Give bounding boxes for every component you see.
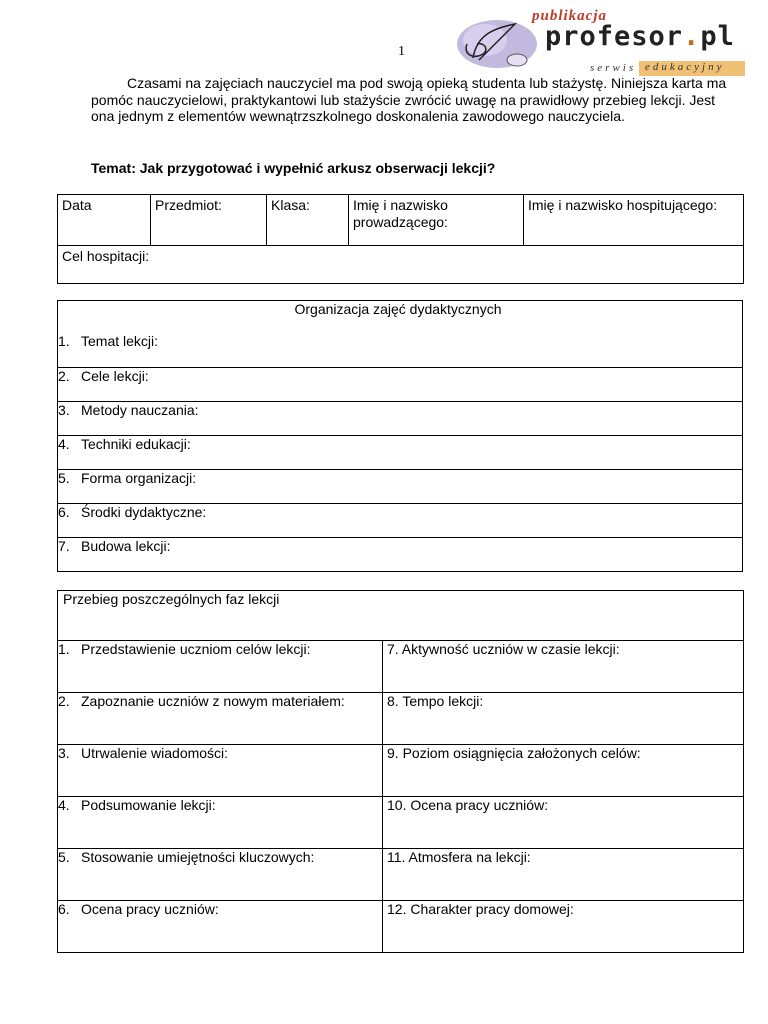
organizacja-item[interactable] bbox=[58, 368, 743, 402]
organizacja-item[interactable] bbox=[58, 538, 743, 572]
item-label: Stosowanie umiejętności kluczowych: bbox=[81, 849, 315, 865]
item-number: 5. bbox=[58, 849, 70, 865]
przebieg-item-left[interactable] bbox=[58, 797, 383, 849]
logo-brand-right: pl bbox=[700, 21, 735, 52]
przebieg-item-right[interactable]: 12. Charakter pracy domowej: bbox=[383, 901, 744, 953]
intro-text: Czasami na zajęciach nauczyciel ma pod swoją opieką studenta lub stażystę. Niniejsza karta ma pomóc nauczycielowi, praktykantowi lub stażyście zwrócić uwagę na prawidłowy przebieg lekcji. Jest ona jednym z elementów wewnątrzszkolnego doskonalenia zawodowego nauczyciela. bbox=[91, 75, 727, 124]
item-number: 4. bbox=[58, 436, 70, 452]
przebieg-item-left[interactable] bbox=[58, 641, 383, 693]
item-number: 4. bbox=[58, 797, 70, 813]
przebieg-item-left[interactable] bbox=[58, 693, 383, 745]
przebieg-title: Przebieg poszczególnych faz lekcji bbox=[58, 591, 744, 641]
item-label: Utrwalenie wiadomości: bbox=[81, 745, 229, 761]
przebieg-item-left[interactable] bbox=[58, 849, 383, 901]
item-label: Forma organizacji: bbox=[81, 470, 197, 486]
publisher-logo bbox=[455, 8, 755, 83]
item-label: Podsumowanie lekcji: bbox=[81, 797, 216, 813]
item-number: 6. bbox=[58, 504, 70, 520]
field-hospitujacy[interactable]: Imię i nazwisko hospitującego: bbox=[524, 195, 744, 246]
logo-brand-left: profesor bbox=[545, 21, 684, 52]
przebieg-item-right[interactable]: 11. Atmosfera na lekcji: bbox=[383, 849, 744, 901]
organizacja-item[interactable] bbox=[58, 504, 743, 538]
item-number: 2. bbox=[58, 368, 70, 384]
przebieg-item-right[interactable]: 7. Aktywność uczniów w czasie lekcji: bbox=[383, 641, 744, 693]
quill-inkwell-icon bbox=[455, 14, 540, 74]
item-label: Metody nauczania: bbox=[81, 402, 199, 418]
logo-serwis: serwis bbox=[590, 62, 637, 74]
intro-paragraph bbox=[91, 75, 731, 125]
organizacja-table bbox=[57, 300, 743, 572]
header-table bbox=[57, 194, 744, 284]
item-number: 6. bbox=[58, 901, 70, 917]
organizacja-item[interactable] bbox=[58, 402, 743, 436]
item-number: 1. bbox=[58, 641, 70, 657]
field-klasa[interactable]: Klasa: bbox=[267, 195, 349, 246]
item-label: Środki dydaktyczne: bbox=[81, 504, 207, 520]
organizacja-title: Organizacja zajęć dydaktycznych bbox=[294, 301, 502, 317]
item-label: Ocena pracy uczniów: bbox=[81, 901, 219, 917]
organizacja-item[interactable] bbox=[58, 436, 743, 470]
topic-heading: Temat: Jak przygotować i wypełnić arkusz obserwacji lekcji? bbox=[91, 160, 496, 176]
logo-publikacja: publikacja bbox=[532, 8, 608, 24]
przebieg-item-right[interactable]: 10. Ocena pracy uczniów: bbox=[383, 797, 744, 849]
item-number: 5. bbox=[58, 470, 70, 486]
logo-brand bbox=[545, 21, 735, 52]
field-data[interactable]: Data bbox=[58, 195, 151, 246]
organizacja-cell bbox=[58, 301, 743, 368]
logo-edukacyjny: edukacyjny bbox=[645, 61, 725, 73]
item-number: 2. bbox=[58, 693, 70, 709]
page-number: 1 bbox=[398, 44, 405, 59]
item-label: Przedstawienie uczniom celów lekcji: bbox=[81, 641, 311, 657]
item-label: Techniki edukacji: bbox=[81, 436, 191, 452]
item-label: Zapoznanie uczniów z nowym materiałem: bbox=[81, 693, 345, 709]
przebieg-item-right[interactable]: 8. Tempo lekcji: bbox=[383, 693, 744, 745]
item-number: 3. bbox=[58, 745, 70, 761]
item-number: 7. bbox=[58, 538, 70, 554]
item-number: 1. bbox=[58, 333, 70, 349]
field-cel-hospitacji[interactable]: Cel hospitacji: bbox=[58, 246, 744, 284]
item-label: Budowa lekcji: bbox=[81, 538, 171, 554]
przebieg-table bbox=[57, 590, 744, 953]
przebieg-item-left[interactable] bbox=[58, 745, 383, 797]
item-number: 3. bbox=[58, 402, 70, 418]
item-label: Cele lekcji: bbox=[81, 368, 149, 384]
organizacja-item[interactable] bbox=[58, 333, 738, 350]
field-prowadzacy[interactable]: Imię i nazwisko prowadzącego: bbox=[349, 195, 524, 246]
field-przedmiot[interactable]: Przedmiot: bbox=[151, 195, 267, 246]
przebieg-item-left[interactable] bbox=[58, 901, 383, 953]
organizacja-item[interactable] bbox=[58, 470, 743, 504]
przebieg-item-right[interactable]: 9. Poziom osiągnięcia założonych celów: bbox=[383, 745, 744, 797]
logo-brand-dot: . bbox=[683, 21, 701, 52]
item-label: Temat lekcji: bbox=[81, 333, 159, 349]
